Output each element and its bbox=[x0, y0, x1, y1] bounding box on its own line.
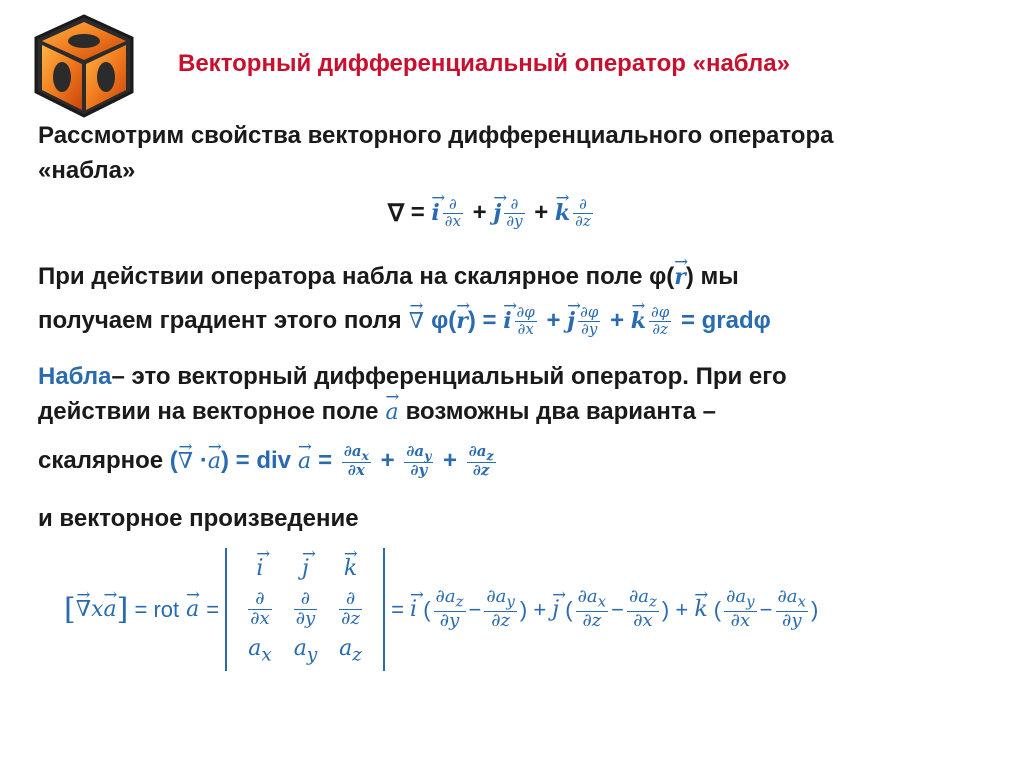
intro-line-2: «набла» bbox=[38, 157, 136, 184]
divergence-formula: скалярное ( → ∇ · → a ) = div → a = $\frac{\partial a_x}{\partial x}$ + $\frac{\partial a_y}{\partial y}$ + $\frac{\partial a_z}{\partial z}$ bbox=[38, 444, 499, 479]
nabla-definition-line-1: Набла – это векторный дифференциальный оператор. При его bbox=[38, 363, 787, 390]
nabla-definition-line-2: действии на векторное поле → a возможны два варианта – bbox=[38, 398, 716, 426]
vector-product-label: и векторное произведение bbox=[38, 505, 359, 532]
page-title: Векторный дифференциальный оператор «набла» bbox=[178, 50, 790, 77]
intro-line-1: Рассмотрим свойства векторного дифференциального оператора bbox=[38, 122, 834, 149]
determinant-matrix: → i → j → k $\frac{\partial}{\partial x}$ $\frac{\partial}{\partial y}$ $\frac{\partial}{\partial z}$ $a_x$ $a_y$ $a_z$ bbox=[225, 548, 385, 671]
gradient-formula: получаем градиент этого поля → ∇ φ( → r ) = → i $\frac{\partial\varphi}{\partial x}$ + → j $\frac{\partial\varphi}{\partial y}$ + → k $\frac{\partial\varphi}{\partial z}$ = gradφ bbox=[38, 305, 771, 338]
gradient-text-line-1: При действии оператора набла на скалярное поле φ( → r ) мы bbox=[38, 263, 739, 291]
cube-logo-icon bbox=[30, 12, 138, 120]
nabla-definition-formula: ∇ = → i $\frac{\partial}{\partial x}$ + → j $\frac{\partial}{\partial y}$ + → k $\frac{\partial}{\partial z}$ bbox=[388, 197, 596, 230]
rot-formula: [ → ∇x→ a ] = rot → a = → i → j → k $\frac{\partial}{\partial x}$ $\frac{\partial}{\partial y}$ $\frac{\partial}{\partial z}$ $a_x$ $a_y$ $a_z$ = → i ( $\frac{\partial a_z}{\partial y}$ − $\frac{\partial a_y}{\partial z}$ ) + → j ( $\frac{\partial a_x}{\partial z}$ − $\frac{\partial a_z}{\partial x}$ ) + → k ( $\frac{\partial a_y}{\partial x}$ − $\frac{\partial a_x}{\partial y}$ ) bbox=[64, 548, 818, 671]
